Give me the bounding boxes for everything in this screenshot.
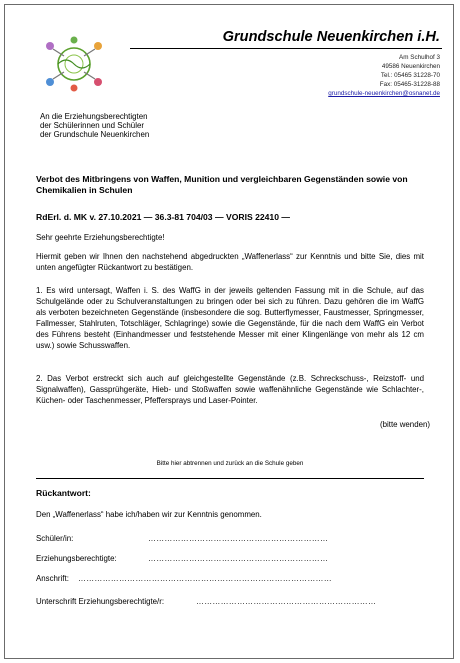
decree-reference: RdErl. d. MK v. 27.10.2021 — 36.3-81 704/03 — VORIS 22410 — xyxy=(36,212,290,222)
header-rule xyxy=(130,48,442,49)
reply-statement: Den „Waffenerlass“ habe ich/haben wir zur Kenntnis genommen. xyxy=(36,510,262,519)
address-street: Am Schulhof 3 xyxy=(399,54,440,61)
salutation: Sehr geehrte Erziehungsberechtigte! xyxy=(36,233,165,242)
address-label: Anschrift: xyxy=(36,574,69,583)
guardian-label: Erziehungsberechtigte: xyxy=(36,554,117,563)
school-name: Grundschule Neuenkirchen i.H. xyxy=(222,29,440,45)
student-label: Schüler/in: xyxy=(36,534,74,543)
address-email-link[interactable]: grundschule-neuenkirchen@osnanet.de xyxy=(328,90,440,97)
point-1-paragraph: 1. Es wird untersagt, Waffen i. S. des WaffG in der jeweils geltenden Fassung mit in die Schule, auf das Schulgelände oder zu Schulveranstaltungen zu bringen oder bei sich zu führen. Dazu gehören die im WaffG als verboten bezeichneten Gegenstände (insbesondere die sog. Butterflymesser, Faustmesser, Springmesser, Fallmesser, Stahlruten, Totschläger, Schlagringe) sowie die Gegenstände, für die nach dem WaffG ein Verbot des Führens besteht (Einhandmesser und feststehende Messer mit einer Klingenlänge von mehr als 12 cm usw.) sowie Schusswaffen. xyxy=(36,286,424,350)
recipient-line-1: An die Erziehungsberechtigten xyxy=(40,112,148,121)
address-fax: Fax: 05465-31228-88 xyxy=(379,81,440,88)
intro-paragraph: Hiermit geben wir Ihnen den nachstehend abgedruckten „Waffenerlass“ zur Kenntnis und bitte Sie, dies mit unten angefügter Rückantwort zu bestätigen. xyxy=(36,252,424,272)
recipient-line-2: der Schülerinnen und Schüler xyxy=(40,121,144,130)
recipient-line-3: der Grundschule Neuenkirchen xyxy=(40,130,150,139)
point-2-paragraph: 2. Das Verbot erstreckt sich auch auf gleichgestellte Gegenstände (z.B. Schreckschuss-, Reizstoff- und Signalwaffen), Gassprühgeräte, Hieb- und Stoßwaffen sowie waffenähnliche Gegenstände wie Schlachter-, Küchen- oder Taschenmesser, Pfeffersprays und Laser-Pointer. xyxy=(36,374,424,405)
reply-heading: Rückantwort: xyxy=(36,488,91,498)
school-logo xyxy=(36,36,112,92)
address-phone: Tel.: 05465 31228-70 xyxy=(380,72,440,79)
guardian-field[interactable]: ………………………………………………………… xyxy=(148,554,329,563)
signature-label: Unterschrift Erziehungsberechtigte/r: xyxy=(36,597,165,606)
turn-over-note: (bitte wenden) xyxy=(379,420,430,429)
cut-instruction: Bitte hier abtrennen und zurück an die Schule geben xyxy=(156,460,304,467)
signature-field[interactable]: ………………………………………………………… xyxy=(196,597,377,606)
student-field[interactable]: ………………………………………………………… xyxy=(148,534,329,543)
letter-title: Verbot des Mitbringens von Waffen, Munition und vergleichbaren Gegenständen sowie von Chemikalien in Schulen xyxy=(36,174,408,195)
cut-line xyxy=(36,478,424,479)
address-city: 49586 Neuenkirchen xyxy=(381,63,440,70)
address-field[interactable]: ………………………………………………………………………………… xyxy=(78,574,332,583)
